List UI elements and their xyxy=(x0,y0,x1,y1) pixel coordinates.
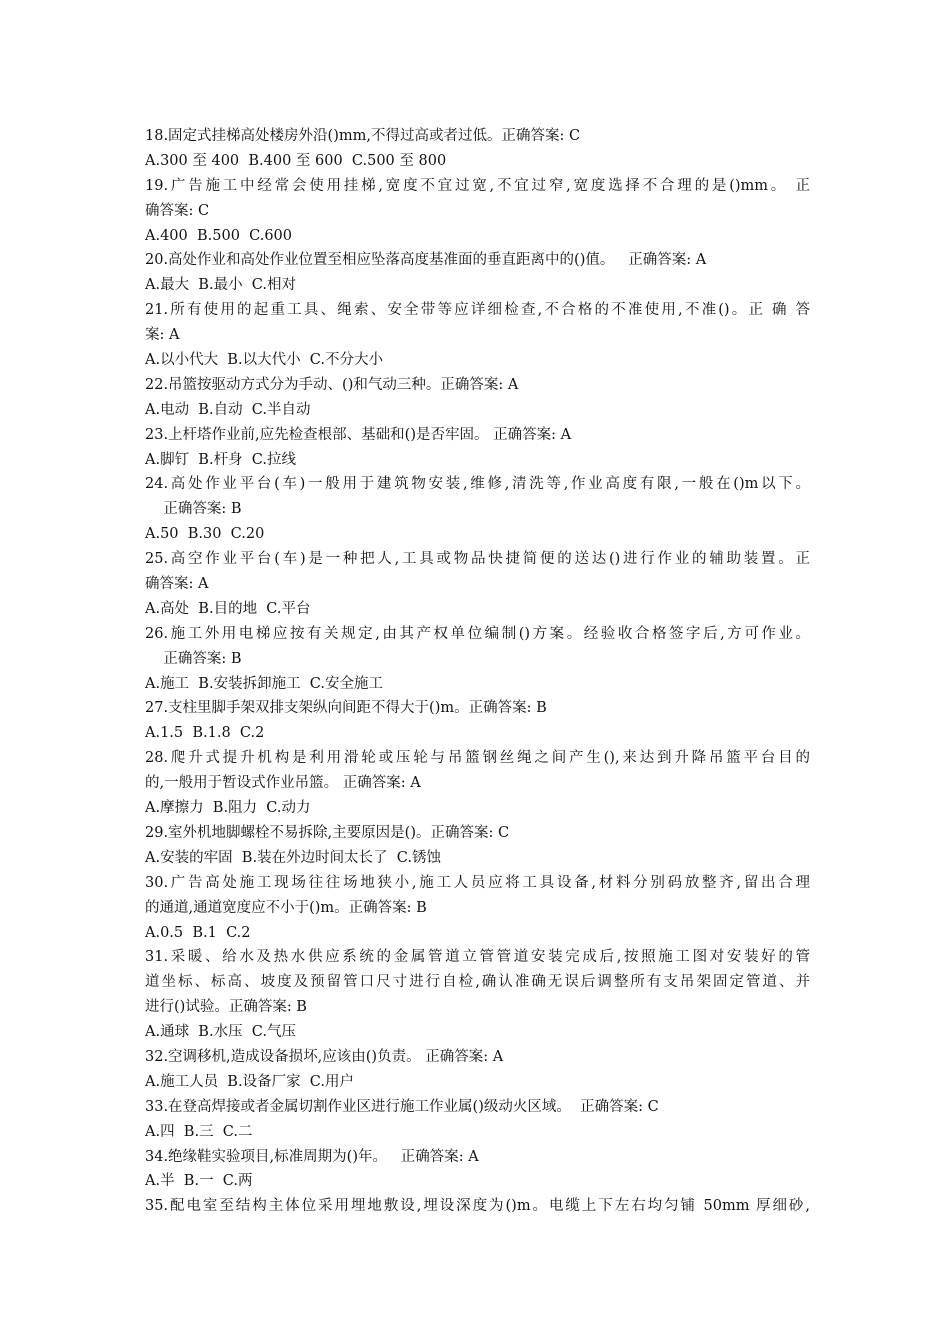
question-23-options: A.脚钉 B.杆身 C.拉线 xyxy=(145,451,296,468)
question-30-text: 30.广告高处施工现场往往场地狭小,施工人员应将工具设备,材料分别码放整齐,留出合理 xyxy=(145,874,810,891)
question-24-options: A.50 B.30 C.20 xyxy=(145,526,265,543)
question-32-options: A.施工人员 B.设备厂家 C.用户 xyxy=(145,1073,354,1090)
question-32-text: 32.空调移机,造成设备损坏,应该由()负责。 正确答案: A xyxy=(145,1048,504,1065)
question-20-options: A.最大 B.最小 C.相对 xyxy=(145,277,296,294)
question-24-text-cont: 正确答案: B xyxy=(145,501,242,518)
question-33-options: A.四 B.三 C.二 xyxy=(145,1123,253,1140)
question-27-options: A.1.5 B.1.8 C.2 xyxy=(145,725,265,742)
question-26-options: A.施工 B.安装拆卸施工 C.安全施工 xyxy=(145,675,383,692)
question-31-options: A.通球 B.水压 C.气压 xyxy=(145,1024,296,1041)
question-31-text-end: 进行()试验。正确答案: B xyxy=(145,999,307,1016)
question-33-text: 33.在登高焊接或者金属切割作业区进行施工作业属()级动火区域。 正确答案: C xyxy=(145,1098,659,1115)
question-34-text: 34.绝缘鞋实验项目,标准周期为()年。 正确答案: A xyxy=(145,1148,479,1165)
question-21-options: A.以小代大 B.以大代小 C.不分大小 xyxy=(145,352,383,369)
question-30-text-cont: 的通道,通道宽度应不小于()m。正确答案: B xyxy=(145,899,427,916)
question-21-text: 21.所有使用的起重工具、绳索、安全带等应详细检查,不合格的不准使用,不准()。正 确 答 xyxy=(145,302,810,319)
question-26-text-cont: 正确答案: B xyxy=(145,650,242,667)
question-31-text-cont: 道坐标、标高、坡度及预留管口尺寸进行自检,确认准确无误后调整所有支吊架固定管道、并 xyxy=(145,974,810,991)
question-35-text: 35.配电室至结构主体位采用埋地敷设,埋设深度为()m。电缆上下左右均匀铺 50mm 厚细砂, xyxy=(145,1198,810,1215)
question-28-text-cont: 的,一般用于暂设式作业吊篮。 正确答案: A xyxy=(145,775,421,792)
question-27-text: 27.支柱里脚手架双排支架纵向间距不得大于()m。正确答案: B xyxy=(145,700,547,717)
question-28-text: 28.爬升式提升机构是利用滑轮或压轮与吊篮钢丝绳之间产生(),来达到升降吊篮平台目的 xyxy=(145,750,810,767)
question-31-text: 31.采暖、给水及热水供应系统的金属管道立管管道安装完成后,按照施工图对安装好的管 xyxy=(145,949,810,966)
question-22-text: 22.吊篮按驱动方式分为手动、()和气动三种。正确答案: A xyxy=(145,376,519,393)
question-18-text: 18.固定式挂梯高处楼房外沿()mm,不得过高或者过低。正确答案: C xyxy=(145,128,581,144)
question-25-text: 25.高空作业平台(车)是一种把人,工具或物品快捷简便的送达()进行作业的辅助装置。正 xyxy=(145,551,810,568)
question-29-options: A.安装的牢固 B.装在外边时间太长了 C.锈蚀 xyxy=(145,849,441,866)
question-25-text-cont: 确答案: A xyxy=(145,576,209,593)
question-19-text: 19.广告施工中经常会使用挂梯,宽度不宜过宽,不宜过窄,宽度选择不合理的是()mm。 正 xyxy=(145,177,810,194)
question-18-options: A.300 至 400 B.400 至 600 C.500 至 800 xyxy=(145,152,447,169)
question-19-options: A.400 B.500 C.600 xyxy=(145,227,292,244)
question-20-text: 20.高处作业和高处作业位置至相应坠落高度基准面的垂直距离中的()值。 正确答案: A xyxy=(145,252,707,269)
question-28-options: A.摩擦力 B.阻力 C.动力 xyxy=(145,800,311,817)
question-30-options: A.0.5 B.1 C.2 xyxy=(145,924,251,941)
question-23-text: 23.上杆塔作业前,应先检查根部、基础和()是否牢固。 正确答案: A xyxy=(145,426,572,443)
question-19-text-cont: 确答案: C xyxy=(145,202,210,219)
question-21-text-cont: 案: A xyxy=(145,327,180,344)
question-26-text: 26.施工外用电梯应按有关规定,由其产权单位编制()方案。经验收合格签字后,方可作业。 xyxy=(145,625,810,642)
question-22-options: A.电动 B.自动 C.半自动 xyxy=(145,401,311,418)
question-34-options: A.半 B.一 C.两 xyxy=(145,1173,253,1190)
question-list xyxy=(145,124,810,1219)
question-24-text: 24.高处作业平台(车)一般用于建筑物安装,维修,清洗等,作业高度有限,一般在()m以下。 xyxy=(145,476,810,493)
question-29-text: 29.室外机地脚螺栓不易拆除,主要原因是()。正确答案: C xyxy=(145,824,510,841)
question-25-options: A.高处 B.目的地 C.平台 xyxy=(145,600,311,617)
